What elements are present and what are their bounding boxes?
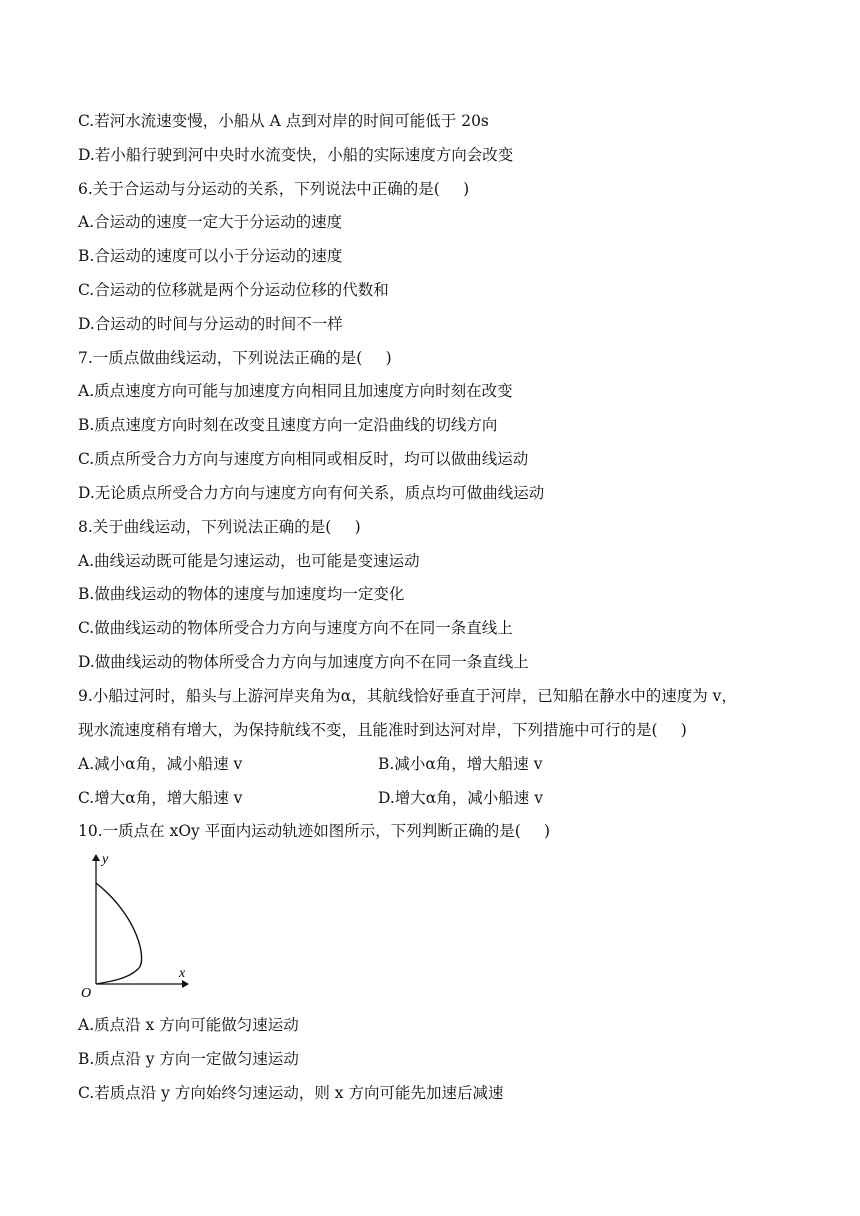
trajectory-curve <box>96 883 142 984</box>
q9-option-a: A.减小α角，减小船速 v <box>78 755 243 773</box>
trajectory-figure <box>78 851 198 1001</box>
q8-option-b: B.做曲线运动的物体的速度与加速度均一定变化 <box>78 585 405 603</box>
q10-option-b: B.质点沿 y 方向一定做匀速运动 <box>78 1050 299 1068</box>
q10-option-c: C.若质点沿 y 方向始终匀速运动，则 x 方向可能先加速后减速 <box>78 1084 504 1102</box>
q7-option-a: A.质点速度方向可能与加速度方向相同且加速度方向时刻在改变 <box>78 382 513 400</box>
q7-option-d: D.无论质点所受合力方向与速度方向有何关系，质点均可做曲线运动 <box>78 484 545 502</box>
q8-option-a: A.曲线运动既可能是匀速运动，也可能是变速运动 <box>78 552 420 570</box>
x-axis-label: x <box>179 966 186 981</box>
q8-stem: 8.关于曲线运动，下列说法正确的是( ) <box>78 518 361 536</box>
q6-option-a: A.合运动的速度一定大于分运动的速度 <box>78 213 343 231</box>
q6-option-b: B.合运动的速度可以小于分运动的速度 <box>78 247 343 265</box>
q9-option-d: D.增大α角，减小船速 v <box>378 789 543 807</box>
q7-stem: 7.一质点做曲线运动，下列说法正确的是( ) <box>78 349 392 367</box>
q9-option-b: B.减小α角，增大船速 v <box>378 755 543 773</box>
q9-stem-line2: 现水流速度稍有增大，为保持航线不变，且能准时到达河对岸，下列措施中可行的是( ) <box>78 721 687 739</box>
q10-stem: 10.一质点在 xOy 平面内运动轨迹如图所示，下列判断正确的是( ) <box>78 822 551 840</box>
q5-option-c: C.若河水流速变慢，小船从 A 点到对岸的时间可能低于 20s <box>78 112 489 130</box>
q9-stem-line1: 9.小船过河时，船头与上游河岸夹角为α，其航线恰好垂直于河岸，已知船在静水中的速度为 v， <box>78 687 737 705</box>
origin-label: O <box>81 986 92 1001</box>
q7-option-c: C.质点所受合力方向与速度方向相同或相反时，均可以做曲线运动 <box>78 450 529 468</box>
q9-option-c: C.增大α角，增大船速 v <box>78 789 243 807</box>
q5-option-d: D.若小船行驶到河中央时水流变快，小船的实际速度方向会改变 <box>78 146 514 164</box>
q7-option-b: B.质点速度方向时刻在改变且速度方向一定沿曲线的切线方向 <box>78 416 498 434</box>
q8-option-d: D.做曲线运动的物体所受合力方向与加速度方向不在同一条直线上 <box>78 653 529 671</box>
q8-option-c: C.做曲线运动的物体所受合力方向与速度方向不在同一条直线上 <box>78 619 513 637</box>
y-axis-label: y <box>102 852 109 867</box>
q10-option-a: A.质点沿 x 方向可能做匀速运动 <box>78 1016 299 1034</box>
q6-option-c: C.合运动的位移就是两个分运动位移的代数和 <box>78 281 389 299</box>
q6-option-d: D.合运动的时间与分运动的时间不一样 <box>78 315 343 333</box>
q6-stem: 6.关于合运动与分运动的关系，下列说法中正确的是( ) <box>78 180 470 198</box>
